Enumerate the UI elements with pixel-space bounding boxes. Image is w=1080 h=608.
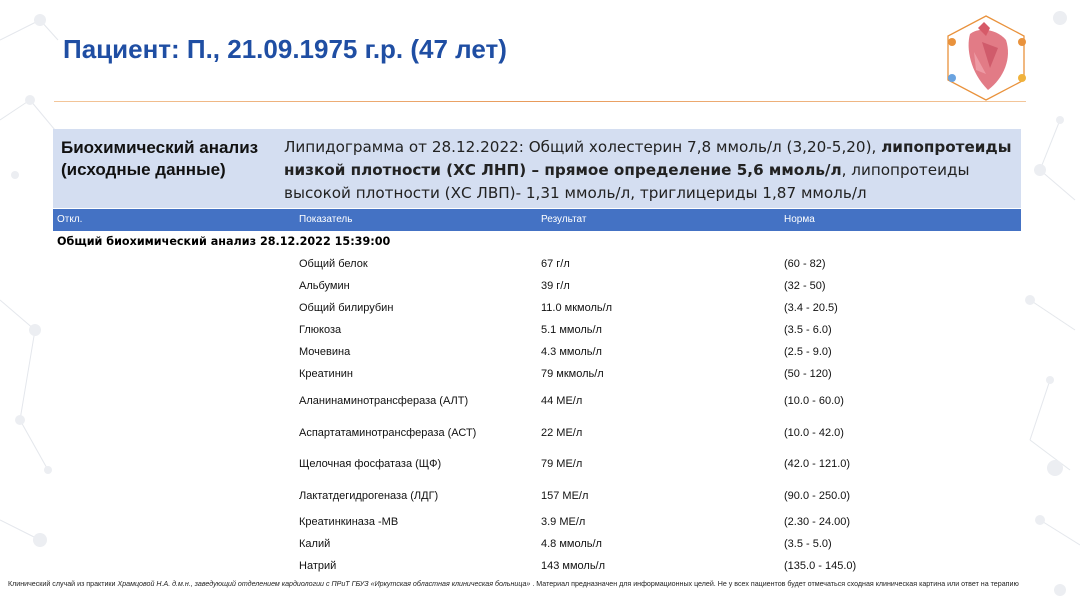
row-result: 67 г/л [541, 258, 570, 270]
row-result: 4.3 ммоль/л [541, 346, 602, 358]
table-row [0, 302, 1080, 320]
footnote-part2: . Материал предназначен для информационных целей. Не у всех пациентов будет отмечаться сходная клиническая картина или ответ на терапию [530, 580, 1019, 588]
table-row [0, 258, 1080, 276]
row-indicator: Калий [299, 538, 331, 550]
row-result: 39 г/л [541, 280, 570, 292]
row-norm: (3.5 - 6.0) [784, 324, 832, 336]
header-flag: Откл. [57, 214, 83, 225]
row-norm: (3.5 - 5.0) [784, 538, 832, 550]
page-title: Пациент: П., 21.09.1975 г.р. (47 лет) [63, 34, 507, 64]
row-norm: (90.0 - 250.0) [784, 490, 851, 502]
row-result: 79 МЕ/л [541, 458, 583, 470]
footnote-italic: Храмцовой Н.А. д.м.н., заведующий отделением кардиологии с ПРиТ ГБУЗ «Иркутская областная клиническая больница» [117, 580, 531, 588]
table-row [0, 516, 1080, 534]
summary-text-bold: липопротеиды низкой плотности (ХС ЛНП) – прямое определение 5,6 ммоль/л [284, 138, 1012, 179]
table-row [0, 346, 1080, 364]
row-indicator: Мочевина [299, 346, 351, 358]
row-result: 11.0 мкмоль/л [541, 302, 613, 314]
biochem-summary-heading: Биохимический анализ (исходные данные) [61, 138, 259, 179]
row-result: 79 мкмоль/л [541, 368, 604, 380]
row-norm: (2.30 - 24.00) [784, 516, 851, 528]
row-indicator: Альбумин [299, 280, 350, 292]
table-row [0, 490, 1080, 508]
row-indicator: Аспартатаминотрансфераза (АСТ) [299, 427, 477, 439]
row-result: 3.9 МЕ/л [541, 516, 586, 528]
section-title: Общий биохимический анализ 28.12.2022 15:39:00 [57, 235, 391, 248]
row-indicator: Креатинин [299, 368, 353, 380]
footnote-part1: Клинический случай из практики [8, 580, 118, 588]
table-row [0, 368, 1080, 386]
header-result: Результат [541, 214, 587, 225]
row-indicator: Глюкоза [299, 324, 342, 336]
row-result: 22 МЕ/л [541, 427, 583, 439]
row-norm: (50 - 120) [784, 368, 832, 380]
summary-text-part2: , липопротеиды высокой плотности (ХС ЛВП)- 1,31 ммоль/л, триглицериды 1,87 ммоль/л [284, 161, 970, 202]
row-indicator: Натрий [299, 560, 337, 572]
row-norm: (10.0 - 42.0) [784, 427, 844, 439]
row-norm: (10.0 - 60.0) [784, 395, 844, 407]
row-norm: (60 - 82) [784, 258, 826, 270]
footnote [8, 580, 1068, 589]
table-row [0, 427, 1080, 445]
header-indicator: Показатель [299, 214, 353, 225]
table-row [0, 280, 1080, 298]
row-norm: (2.5 - 9.0) [784, 346, 832, 358]
row-norm: (3.4 - 20.5) [784, 302, 838, 314]
row-indicator: Общий белок [299, 258, 368, 270]
row-norm: (42.0 - 121.0) [784, 458, 851, 470]
row-norm: (135.0 - 145.0) [784, 560, 857, 572]
row-result: 4.8 ммоль/л [541, 538, 602, 550]
table-row [0, 560, 1080, 578]
row-result: 157 МЕ/л [541, 490, 589, 502]
table-row [0, 458, 1080, 476]
row-result: 143 ммоль/л [541, 560, 606, 572]
table-row [0, 324, 1080, 342]
table-row [0, 395, 1080, 413]
row-result: 44 МЕ/л [541, 395, 583, 407]
summary-text-part1: Липидограмма от 28.12.2022: Общий холестерин 7,8 ммоль/л (3,20-5,20), [284, 138, 882, 156]
row-indicator: Общий билирубин [299, 302, 394, 314]
table-row [0, 538, 1080, 556]
row-indicator: Аланинаминотрансфераза (АЛТ) [299, 395, 469, 407]
row-indicator: Щелочная фосфатаза (ЩФ) [299, 458, 442, 470]
row-result: 5.1 ммоль/л [541, 324, 602, 336]
header-norm: Норма [784, 214, 815, 225]
row-indicator: Лактатдегидрогеназа (ЛДГ) [299, 490, 439, 502]
row-norm: (32 - 50) [784, 280, 826, 292]
row-indicator: Креатинкиназа -MB [299, 516, 399, 528]
